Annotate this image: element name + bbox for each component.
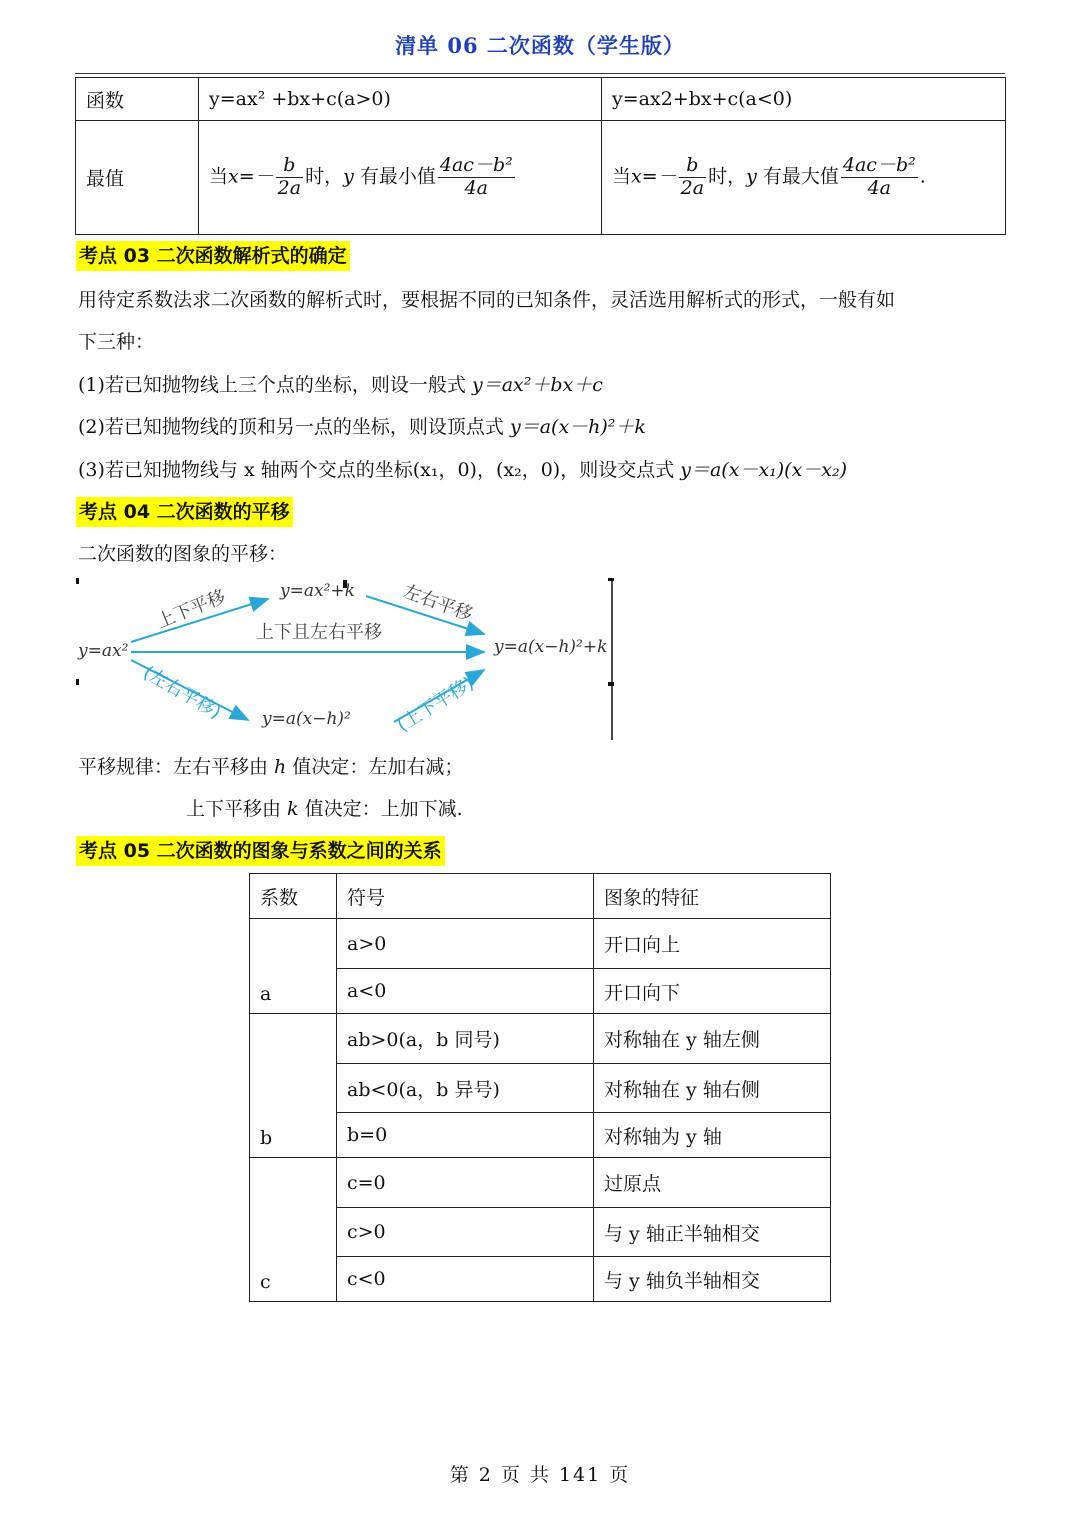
label-up-down-bottom: (上下平移) <box>393 672 478 737</box>
item-text: (2)若已知抛物线的顶和另一点的坐标，则设顶点式 <box>78 416 510 438</box>
extremum-table <box>75 77 1006 235</box>
kp04-heading: 考点 04 二次函数的平移 <box>76 497 293 527</box>
frac-num: 4ac－b² <box>439 154 513 177</box>
formula-y: y <box>746 165 757 188</box>
text-then: 时， <box>708 165 747 188</box>
fraction-vertex-x <box>679 155 706 200</box>
coef-b: b <box>250 1014 337 1158</box>
cell-extremum-neg <box>602 121 1006 235</box>
text-then: 时， <box>305 165 344 188</box>
label-left-right-top: 左右平移 <box>400 580 476 626</box>
feature-cell: 过原点 <box>594 1158 831 1208</box>
sign-cell: ab<0(a，b 异号) <box>337 1064 594 1113</box>
rule-text: 平移规律：左右平移由 <box>78 756 275 778</box>
kp03-intro-1: 用待定系数法求二次函数的解析式时，要根据不同的已知条件，灵活选用解析式的形式，一般有如 <box>78 289 896 311</box>
kp04-rule-2 <box>186 788 1080 830</box>
page-title: 清单 06 二次函数（学生版） <box>395 33 685 58</box>
fraction-vertex-x <box>276 155 303 200</box>
page-footer: 第 2 页 共 141 页 <box>449 1464 631 1486</box>
sign-cell: a<0 <box>337 969 594 1014</box>
kp03-heading: 考点 03 二次函数解析式的确定 <box>76 241 350 271</box>
rule-text: 上下平移由 <box>186 798 288 820</box>
corner-mark <box>76 578 79 584</box>
frac-num: 4ac－b² <box>842 154 916 177</box>
cell-function-pos: y=ax² +bx+c(a>0) <box>199 78 602 121</box>
table-row <box>250 919 831 969</box>
kp03-intro-2: 下三种： <box>78 331 155 353</box>
fraction-min-value <box>438 155 515 200</box>
feature-cell: 与 y 轴正半轴相交 <box>594 1208 831 1257</box>
formula-intercept: y＝a(x－x₁)(x－x₂) <box>680 459 848 481</box>
kp05-heading: 考点 05 二次函数的图象与系数之间的关系 <box>76 836 445 866</box>
table-row <box>250 1064 831 1113</box>
formula-x: x=－ <box>631 165 677 188</box>
label-up-down: 上下平移 <box>154 586 229 633</box>
item-text: (3)若已知抛物线与 x 轴两个交点的坐标(x₁，0)，(x₂，0)，则设交点式 <box>78 459 681 481</box>
feature-cell: 对称轴为 y 轴 <box>594 1113 831 1158</box>
text-when: 当 <box>209 165 229 188</box>
node-bottom: y=a(x−h)² <box>262 709 351 729</box>
frac-den: 2a <box>680 177 705 199</box>
feature-cell: 与 y 轴负半轴相交 <box>594 1257 831 1302</box>
node-top: y=ax²+k <box>280 581 355 601</box>
rule-var-k: k <box>287 798 299 820</box>
text-max: 有最大值 <box>762 165 839 188</box>
frac-num: b <box>276 155 303 178</box>
table-row <box>250 1257 831 1302</box>
feature-cell: 开口向上 <box>594 919 831 969</box>
kp04-intro: 二次函数的图象的平移： <box>78 543 288 565</box>
frac-den: 4a <box>867 177 892 199</box>
table-row <box>250 1014 831 1064</box>
coef-a: a <box>250 919 337 1014</box>
sign-cell: b=0 <box>337 1113 594 1158</box>
header-sign: 符号 <box>337 874 594 919</box>
formula-y: y <box>343 165 354 188</box>
feature-cell: 对称轴在 y 轴左侧 <box>594 1014 831 1064</box>
formula-general: y＝ax²＋bx＋c <box>471 374 603 396</box>
formula-x: x=－ <box>228 165 274 188</box>
text-when: 当 <box>612 165 632 188</box>
sign-cell: c>0 <box>337 1208 594 1257</box>
sign-cell: c=0 <box>337 1158 594 1208</box>
header-feature: 图象的特征 <box>594 874 831 919</box>
cell-extremum-pos <box>199 121 602 235</box>
header-divider <box>75 73 1005 74</box>
sign-cell: ab>0(a，b 同号) <box>337 1014 594 1064</box>
cell-function-label: 函数 <box>76 78 199 121</box>
node-start: y=ax² <box>78 641 129 661</box>
text-min: 有最小值 <box>359 165 436 188</box>
kp03-item-2 <box>78 406 1008 448</box>
label-left-right-bottom: (左右平移) <box>139 662 225 724</box>
rule-text: 值决定：上加下减. <box>298 798 463 820</box>
translation-diagram <box>76 572 621 744</box>
item-text: (1)若已知抛物线上三个点的坐标，则设一般式 <box>78 374 472 396</box>
frac-num: b <box>679 155 706 178</box>
feature-cell: 开口向下 <box>594 969 831 1014</box>
table-row <box>250 1158 831 1208</box>
corner-mark <box>76 679 79 685</box>
table-header-row <box>250 874 831 919</box>
node-end: y=a(x−h)²+k <box>494 637 608 657</box>
cell-extremum-label: 最值 <box>76 121 199 235</box>
label-both: 上下且左右平移 <box>256 622 382 643</box>
cell-function-neg: y=ax2+bx+c(a<0) <box>602 78 1006 121</box>
sign-cell: c<0 <box>337 1257 594 1302</box>
sign-cell: a>0 <box>337 919 594 969</box>
frac-den: 4a <box>464 177 489 199</box>
coefficient-table <box>249 873 831 1302</box>
header-coef: 系数 <box>250 874 337 919</box>
kp03-item-3 <box>78 449 1008 491</box>
coef-c: c <box>250 1158 337 1302</box>
text-end: . <box>919 165 926 188</box>
kp04-heading-wrap <box>76 497 293 524</box>
rule-var-h: h <box>274 756 287 778</box>
corner-mark <box>608 682 614 686</box>
fraction-max-value <box>841 155 918 200</box>
kp03-item-1 <box>78 364 1008 406</box>
feature-cell: 对称轴在 y 轴右侧 <box>594 1064 831 1113</box>
kp05-heading-wrap <box>76 836 445 863</box>
table-row <box>250 1208 831 1257</box>
table-row <box>250 1113 831 1158</box>
rule-text: 值决定：左加右减； <box>286 756 464 778</box>
frac-den: 2a <box>277 177 302 199</box>
kp03-heading-wrap <box>76 241 350 268</box>
corner-mark <box>608 578 614 581</box>
table-row <box>250 969 831 1014</box>
formula-vertex: y＝a(x－h)²＋k <box>509 416 646 438</box>
kp04-rule-1 <box>78 746 1008 788</box>
